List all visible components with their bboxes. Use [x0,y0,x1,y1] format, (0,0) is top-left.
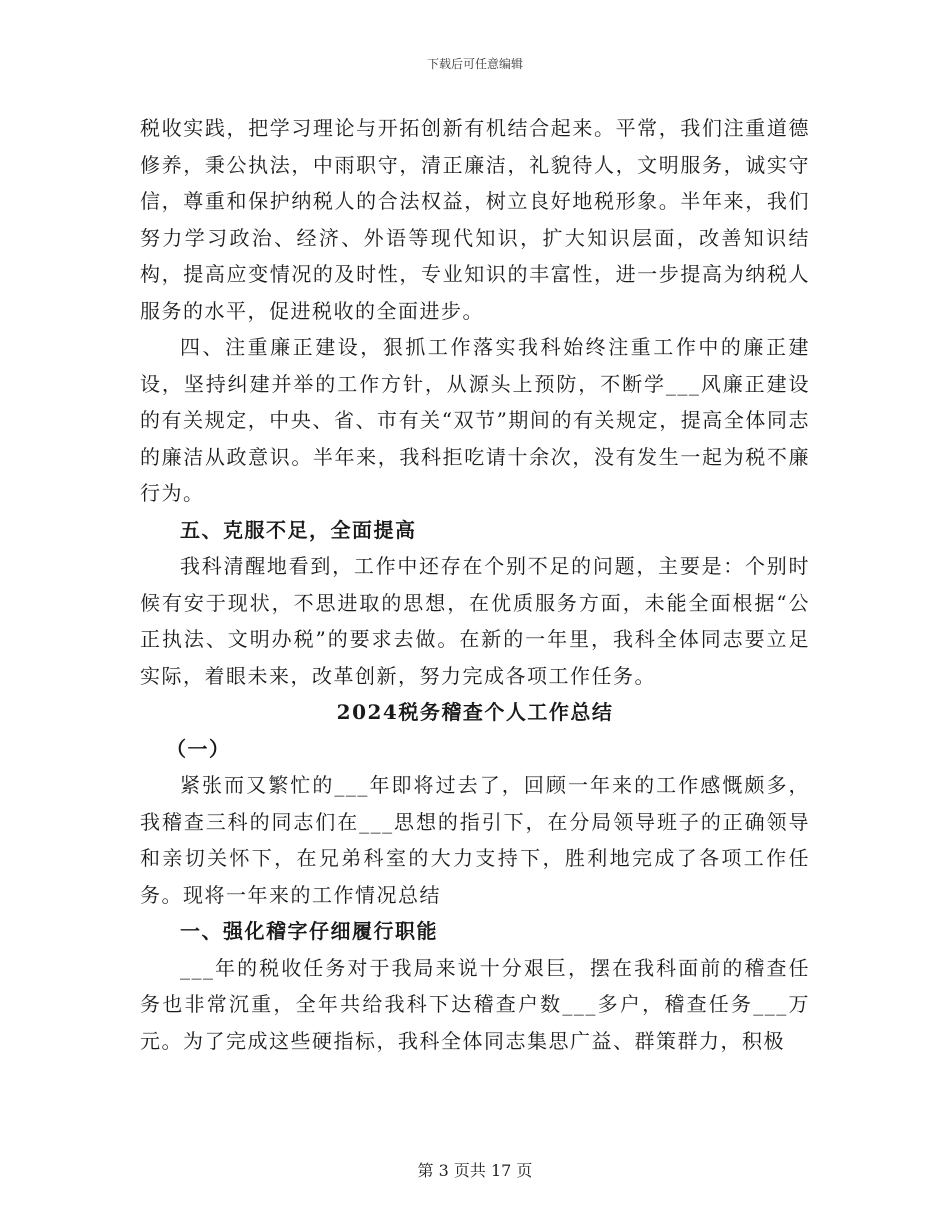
paragraph-3: 我科清醒地看到，工作中还存在个别不足的问题，主要是：个别时候有安于现状，不思进取的思想，在优质服务方面，未能全面根据“公正执法、文明办税”的要求去做。在新的一年里，我科全体同志要立足实际，着眼未来，改革创新，努力完成各项工作任务。 [140,554,810,688]
page-number: 第 3 页共 17 页 [417,1161,533,1180]
subtitle-number: （一） [166,736,231,761]
header-note: 下载后可任意编辑 [426,57,523,71]
section-heading-1: 一、强化稽字仔细履行职能 [180,919,438,943]
paragraph-1: 税收实践，把学习理论与开拓创新有机结合起来。平常，我们注重道德修养，秉公执法，中雨职守，清正廉洁，礼貌待人，文明服务，诚实守信，尊重和保护纳税人的合法权益，树立良好地税形象。半年来，我们努力学习政治、经济、外语等现代知识，扩大知识层面，改善知识结构，提高应变情况的及时性，专业知识的丰富性，进一步提高为纳税人服务的水平，促进税收的全面进步。 [140,116,810,323]
paragraph-4: 紧张而又繁忙的___年即将过去了，回顾一年来的工作感慨颇多，我稽查三科的同志们在___思想的指引下，在分局领导班子的正确领导和亲切关怀下，在兄弟科室的大力支持下，胜利地完成了各项工作任务。现将一年来的工作情况总结 [140,773,810,907]
section-heading-5: 五、克服不足，全面提高 [180,517,417,542]
document-body [140,110,810,1059]
paragraph-2: 四、注重廉正建设，狠抓工作落实我科始终注重工作中的廉正建设，坚持纠建并举的工作方针，从源头上预防，不断学___风廉正建设的有关规定，中央、省、市有关“双节”期间的有关规定，提高全体同志的廉洁从政意识。半年来，我科拒吃请十余次，没有发生一起为税不廉行为。 [140,335,810,505]
document-title: 2024税务稽查个人工作总结 [336,700,614,724]
paragraph-5: ___年的税收任务对于我局来说十分艰巨，摆在我科面前的稽查任务也非常沉重，全年共给我科下达稽查户数___多户，稽查任务___万元。为了完成这些硬指标，我科全体同志集思广益、群策群力，积极 [140,955,810,1053]
